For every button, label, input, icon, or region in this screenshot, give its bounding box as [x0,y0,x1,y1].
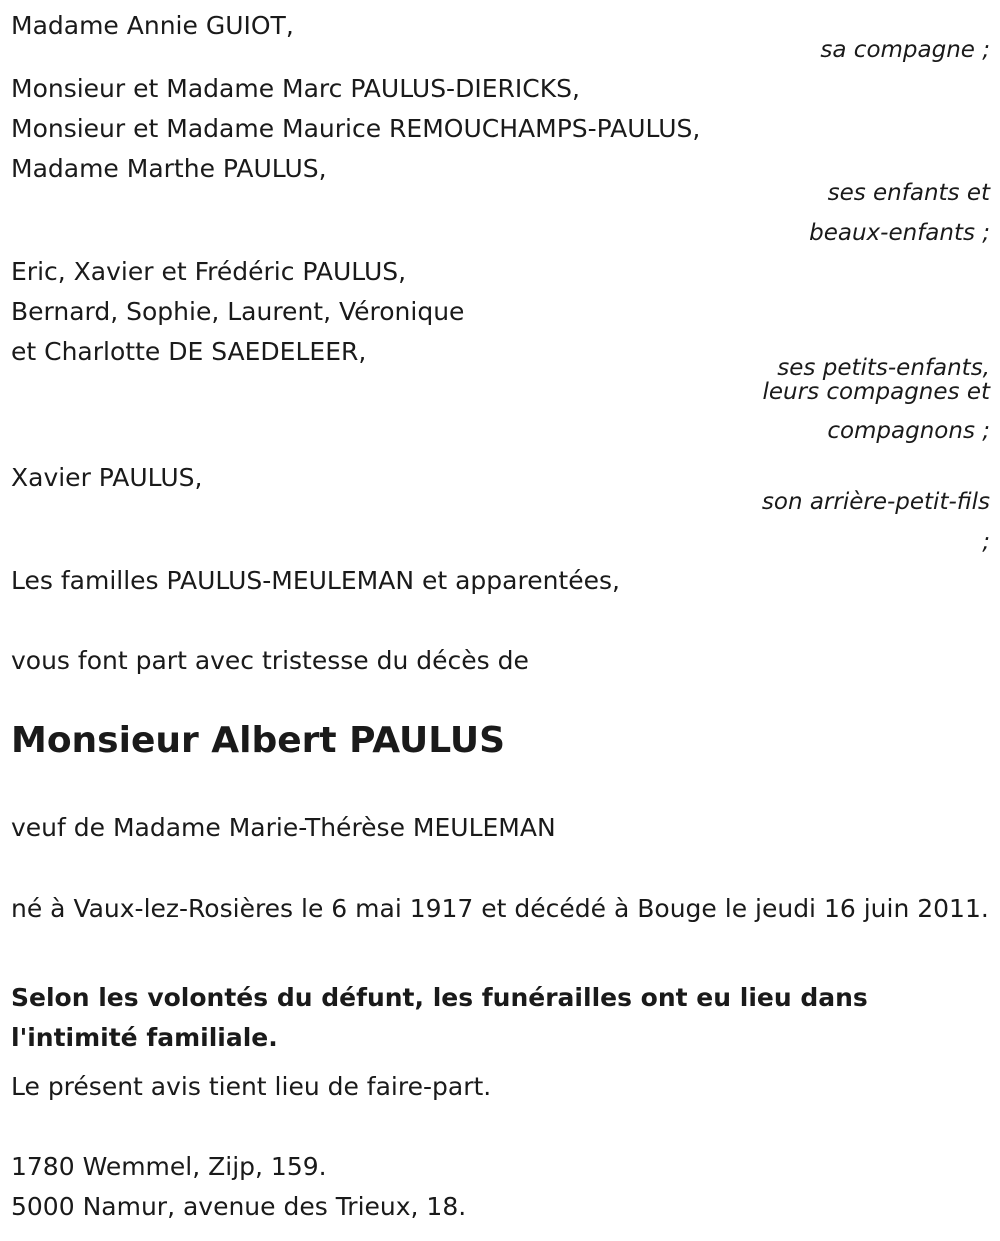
announcement-line: vous font part avec tristesse du décès de [11,646,529,675]
funeral-note: Selon les volontés du défunt, les funérailles ont eu lieu dans l'intimité familiale. [11,983,868,1052]
families-line: Les familles PAULUS-MEULEMAN et apparentées, [11,566,620,595]
grandchild-name-2: Bernard, Sophie, Laurent, Véronique [11,297,465,326]
grandchildren-role-line-2: leurs compagnes et [762,379,990,405]
children-role-line-1: ses enfants et [827,180,990,206]
great-grandchild-name: Xavier PAULUS, [11,463,203,492]
child-name-2: Monsieur et Madame Maurice REMOUCHAMPS-PAULUS, [11,114,701,143]
widower-line: veuf de Madame Marie-Thérèse MEULEMAN [11,813,556,842]
companion-name: Madame Annie GUIOT, [11,11,294,40]
companion-role: sa compagne ; [820,37,990,63]
children-role-line-2: beaux-enfants ; [809,220,990,246]
grandchildren-role-line-3: compagnons ; [827,418,990,444]
grandchild-name-1: Eric, Xavier et Frédéric PAULUS, [11,257,407,286]
birth-death-paragraph: né à Vaux-lez-Rosières le 6 mai 1917 et décédé à Bouge le jeudi 16 juin 2011. [11,894,989,923]
address-line-1: 1780 Wemmel, Zijp, 159. [11,1152,327,1181]
grandchildren-role-line-1: ses petits-enfants, [777,355,990,381]
child-name-1: Monsieur et Madame Marc PAULUS-DIERICKS, [11,74,580,103]
child-name-3: Madame Marthe PAULUS, [11,154,327,183]
great-grandchild-role-line-2: ; [982,529,990,555]
grandchild-name-3: et Charlotte DE SAEDELEER, [11,337,367,366]
notice-line: Le présent avis tient lieu de faire-part. [11,1072,492,1101]
deceased-name: Monsieur Albert PAULUS [11,720,506,761]
address-line-2: 5000 Namur, avenue des Trieux, 18. [11,1192,467,1221]
great-grandchild-role-line-1: son arrière-petit-fils [761,489,990,515]
